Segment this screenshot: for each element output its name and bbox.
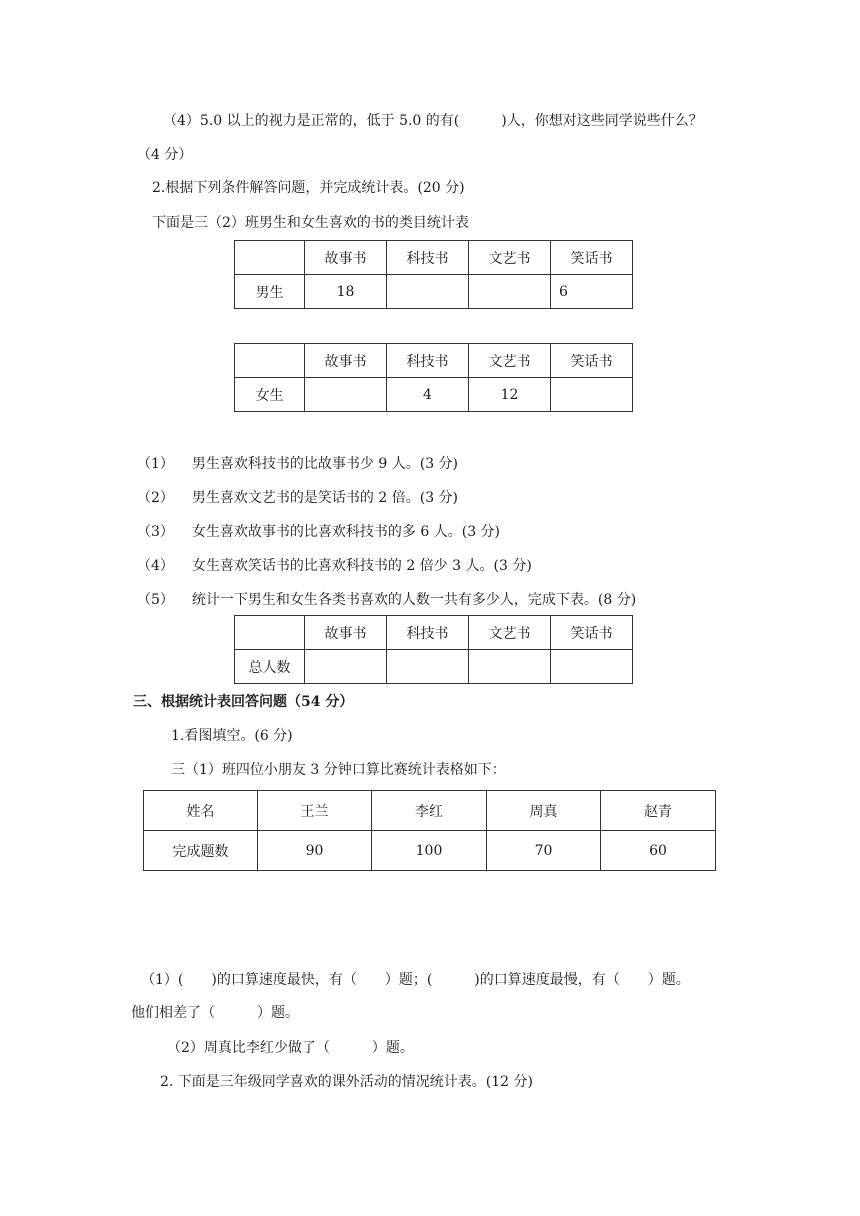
condition-text: 男生喜欢文艺书的是笑话书的 2 倍。(3 分): [191, 490, 459, 506]
condition-number: （5）: [137, 592, 174, 608]
table-header-cell: 科技书: [387, 616, 469, 650]
mental-math-score-table: [143, 790, 716, 871]
section-3-title: 三、根据统计表回答问题（54 分）: [133, 694, 354, 710]
blank-cell[interactable]: [551, 378, 633, 412]
blank-cell[interactable]: [469, 650, 551, 684]
condition-text: 女生喜欢故事书的比喜欢科技书的多 6 人。(3 分): [191, 524, 501, 540]
table-cell: 100: [372, 831, 487, 871]
table-header-cell: [235, 344, 305, 378]
table-header-cell: 故事书: [305, 241, 387, 275]
row-label-cell: 完成题数: [144, 831, 258, 871]
table-header-cell: 科技书: [387, 241, 469, 275]
fill-question-2: （2）周真比李红少做了（ ）题。: [167, 1040, 414, 1056]
table-row: [235, 275, 633, 309]
table-header-cell: 王兰: [258, 791, 372, 831]
condition-number: （4）: [137, 558, 174, 574]
table-cell: 70: [487, 831, 601, 871]
condition-number: （3）: [137, 524, 174, 540]
condition-text: 统计一下男生和女生各类书喜欢的人数一共有多少人，完成下表。(8 分): [191, 592, 637, 608]
table-header-cell: 文艺书: [469, 344, 551, 378]
table-header-cell: 笑话书: [551, 616, 633, 650]
table-cell: 12: [469, 378, 551, 412]
table-header-cell: [235, 616, 305, 650]
table-header-cell: 文艺书: [469, 241, 551, 275]
table-cell: 18: [305, 275, 387, 309]
blank-cell[interactable]: [305, 378, 387, 412]
table-header-row: [235, 344, 633, 378]
blank-cell[interactable]: [469, 275, 551, 309]
blank-cell[interactable]: [305, 650, 387, 684]
condition-item: [137, 488, 458, 508]
fill-question-1b: 他们相差了（ ）题。: [131, 1005, 299, 1021]
q4-line-1: （4）5.0 以上的视力是正常的，低于 5.0 的有( )人，你想对这些同学说些什么？: [163, 113, 703, 129]
table-header-cell: 故事书: [305, 616, 387, 650]
boys-book-table: [234, 240, 633, 309]
table-header-row: [235, 241, 633, 275]
condition-item: [137, 522, 500, 542]
blank-cell[interactable]: [551, 650, 633, 684]
q4-line-2: （4 分）: [137, 147, 193, 163]
table-header-cell: 文艺书: [469, 616, 551, 650]
table-header-cell: 笑话书: [551, 344, 633, 378]
table-header-cell: [235, 241, 305, 275]
table-header-cell: 姓名: [144, 791, 258, 831]
row-label-cell: 女生: [235, 378, 305, 412]
girls-book-table: [234, 343, 633, 412]
row-label-cell: 男生: [235, 275, 305, 309]
table-header-row: [144, 791, 716, 831]
blank-cell[interactable]: [387, 275, 469, 309]
table-header-row: [235, 616, 633, 650]
condition-item: [137, 590, 636, 610]
table-header-cell: 李红: [372, 791, 487, 831]
table-cell: 4: [387, 378, 469, 412]
condition-text: 男生喜欢科技书的比故事书少 9 人。(3 分): [191, 456, 459, 472]
table-header-cell: 笑话书: [551, 241, 633, 275]
table-row: [235, 378, 633, 412]
table-header-cell: 赵青: [601, 791, 716, 831]
table-cell: 90: [258, 831, 372, 871]
q2-title: 2.根据下列条件解答问题，并完成统计表。(20 分): [152, 180, 465, 196]
table-header-cell: 科技书: [387, 344, 469, 378]
fill-question-1a: （1）( )的口算速度最快，有（ ）题；( )的口算速度最慢，有（ ）题。: [141, 972, 690, 988]
q2-intro: 下面是三（2）班男生和女生喜欢的书的类目统计表: [152, 215, 469, 231]
s3-q1-intro: 三（1）班四位小朋友 3 分钟口算比赛统计表格如下：: [171, 762, 506, 778]
total-book-table: [234, 615, 633, 684]
row-label-cell: 总人数: [235, 650, 305, 684]
table-row: [235, 650, 633, 684]
table-row: [144, 831, 716, 871]
condition-item: [137, 454, 458, 474]
s3-q2-title: 2. 下面是三年级同学喜欢的课外活动的情况统计表。(12 分): [160, 1074, 533, 1090]
s3-q1-title: 1.看图填空。(6 分): [171, 728, 293, 744]
table-header-cell: 周真: [487, 791, 601, 831]
table-cell: 6: [551, 275, 633, 309]
condition-text: 女生喜欢笑话书的比喜欢科技书的 2 倍少 3 人。(3 分): [191, 558, 532, 574]
table-cell: 60: [601, 831, 716, 871]
table-header-cell: 故事书: [305, 344, 387, 378]
blank-cell[interactable]: [387, 650, 469, 684]
condition-item: [137, 556, 532, 576]
condition-number: （1）: [137, 456, 174, 472]
condition-number: （2）: [137, 490, 174, 506]
